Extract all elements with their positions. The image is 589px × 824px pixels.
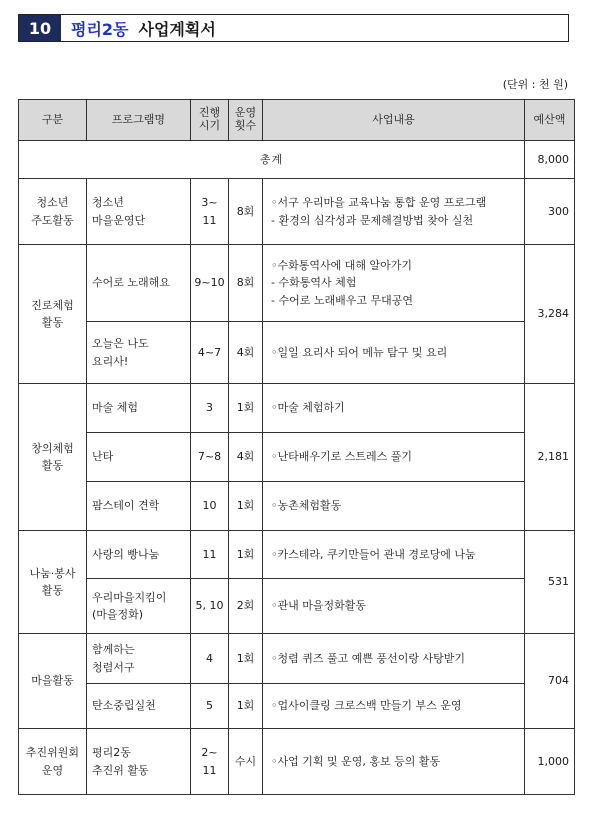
budget-cell: 531 xyxy=(525,531,575,634)
count-cell: 1회 xyxy=(229,634,263,684)
table-row xyxy=(19,482,575,531)
program-cell: 우리마을지킴이 (마을정화) xyxy=(87,579,191,634)
header-count: 운영 횟수 xyxy=(229,100,263,141)
period-cell: 10 xyxy=(191,482,229,531)
header-period: 진행 시기 xyxy=(191,100,229,141)
program-cell: 청소년 마을운영단 xyxy=(87,179,191,245)
content-line: - 수화통역사 체험 xyxy=(271,276,357,290)
budget-cell: 704 xyxy=(525,634,575,729)
section-number: 10 xyxy=(19,15,61,41)
program-cell: 팜스테이 견학 xyxy=(87,482,191,531)
period-cell: 9~10 xyxy=(191,245,229,322)
period-cell: 3 xyxy=(191,384,229,433)
content-line: ◦난타배우기로 스트레스 풀기 xyxy=(271,450,412,464)
program-cell: 평리2동 추진위 활동 xyxy=(87,729,191,795)
period-cell: 2~ 11 xyxy=(191,729,229,795)
content-cell xyxy=(263,729,525,795)
budget-cell: 1,000 xyxy=(525,729,575,795)
content-cell xyxy=(263,684,525,729)
title-label: 사업계획서 xyxy=(138,19,216,39)
category-cell: 추진위원회 운영 xyxy=(19,729,87,795)
budget-cell: 3,284 xyxy=(525,245,575,384)
period-cell: 5 xyxy=(191,684,229,729)
content-line: ◦관내 마을정화활동 xyxy=(271,599,366,613)
content-cell xyxy=(263,322,525,384)
category-cell: 진로체험 활동 xyxy=(19,245,87,384)
table-row xyxy=(19,322,575,384)
program-cell: 마술 체험 xyxy=(87,384,191,433)
document-title-bar xyxy=(18,14,569,42)
content-cell xyxy=(263,482,525,531)
total-budget: 8,000 xyxy=(525,141,575,179)
content-line: ◦사업 기획 및 운영, 홍보 등의 활동 xyxy=(271,754,441,768)
content-line: ◦농촌체험활동 xyxy=(271,499,342,513)
count-cell: 4회 xyxy=(229,322,263,384)
table-row xyxy=(19,433,575,482)
count-cell: 4회 xyxy=(229,433,263,482)
program-cell: 사랑의 빵나눔 xyxy=(87,531,191,579)
unit-note: (단위 : 천 원) xyxy=(502,78,568,91)
content-cell xyxy=(263,433,525,482)
content-cell xyxy=(263,245,525,322)
table-row xyxy=(19,729,575,795)
period-cell: 7~8 xyxy=(191,433,229,482)
count-cell: 8회 xyxy=(229,179,263,245)
period-cell: 4 xyxy=(191,634,229,684)
count-cell: 1회 xyxy=(229,684,263,729)
content-line: ◦청렴 퀴즈 풀고 예쁜 풍선이랑 사탕받기 xyxy=(271,651,465,665)
table-row xyxy=(19,179,575,245)
table-row xyxy=(19,634,575,684)
business-plan-table xyxy=(18,99,575,795)
program-cell: 탄소중립실천 xyxy=(87,684,191,729)
category-cell: 청소년 주도활동 xyxy=(19,179,87,245)
count-cell: 8회 xyxy=(229,245,263,322)
category-cell: 나눔·봉사 활동 xyxy=(19,531,87,634)
budget-cell: 300 xyxy=(525,179,575,245)
content-line: ◦일일 요리사 되어 메뉴 탐구 및 요리 xyxy=(271,345,448,359)
content-cell xyxy=(263,579,525,634)
period-cell: 5, 10 xyxy=(191,579,229,634)
category-cell: 마을활동 xyxy=(19,634,87,729)
content-cell xyxy=(263,179,525,245)
content-line: ◦서구 우리마을 교육나눔 통합 운영 프로그램 xyxy=(271,196,487,210)
count-cell: 수시 xyxy=(229,729,263,795)
content-cell xyxy=(263,531,525,579)
total-label: 총계 xyxy=(19,141,525,179)
content-line: ◦카스테라, 쿠키만들어 관내 경로당에 나눔 xyxy=(271,547,476,561)
budget-cell: 2,181 xyxy=(525,384,575,531)
content-line: - 환경의 심각성과 문제해결방법 찾아 실천 xyxy=(271,213,474,227)
program-cell: 수어로 노래해요 xyxy=(87,245,191,322)
header-category: 구분 xyxy=(19,100,87,141)
content-cell xyxy=(263,384,525,433)
table-header-row xyxy=(19,100,575,141)
table-row xyxy=(19,245,575,322)
content-cell xyxy=(263,634,525,684)
program-cell: 오늘은 나도 요리사! xyxy=(87,322,191,384)
content-line: ◦마술 체험하기 xyxy=(271,401,345,415)
program-cell: 함께하는 청렴서구 xyxy=(87,634,191,684)
count-cell: 1회 xyxy=(229,384,263,433)
period-cell: 11 xyxy=(191,531,229,579)
table-row xyxy=(19,579,575,634)
header-budget: 예산액 xyxy=(525,100,575,141)
program-cell: 난타 xyxy=(87,433,191,482)
period-cell: 4~7 xyxy=(191,322,229,384)
total-row xyxy=(19,141,575,179)
content-line: ◦수화통역사에 대해 알아가기 xyxy=(271,259,412,273)
header-content: 사업내용 xyxy=(263,100,525,141)
title-area-name: 평리2동 xyxy=(71,19,129,39)
category-cell: 창의체험 활동 xyxy=(19,384,87,531)
table-row xyxy=(19,684,575,729)
table-row xyxy=(19,531,575,579)
period-cell: 3~ 11 xyxy=(191,179,229,245)
content-line: ◦업사이클링 크로스백 만들기 부스 운영 xyxy=(271,699,462,713)
header-program: 프로그램명 xyxy=(87,100,191,141)
content-line: - 수어로 노래배우고 무대공연 xyxy=(271,293,413,307)
count-cell: 1회 xyxy=(229,531,263,579)
document-title xyxy=(61,15,216,41)
table-row xyxy=(19,384,575,433)
count-cell: 2회 xyxy=(229,579,263,634)
count-cell: 1회 xyxy=(229,482,263,531)
